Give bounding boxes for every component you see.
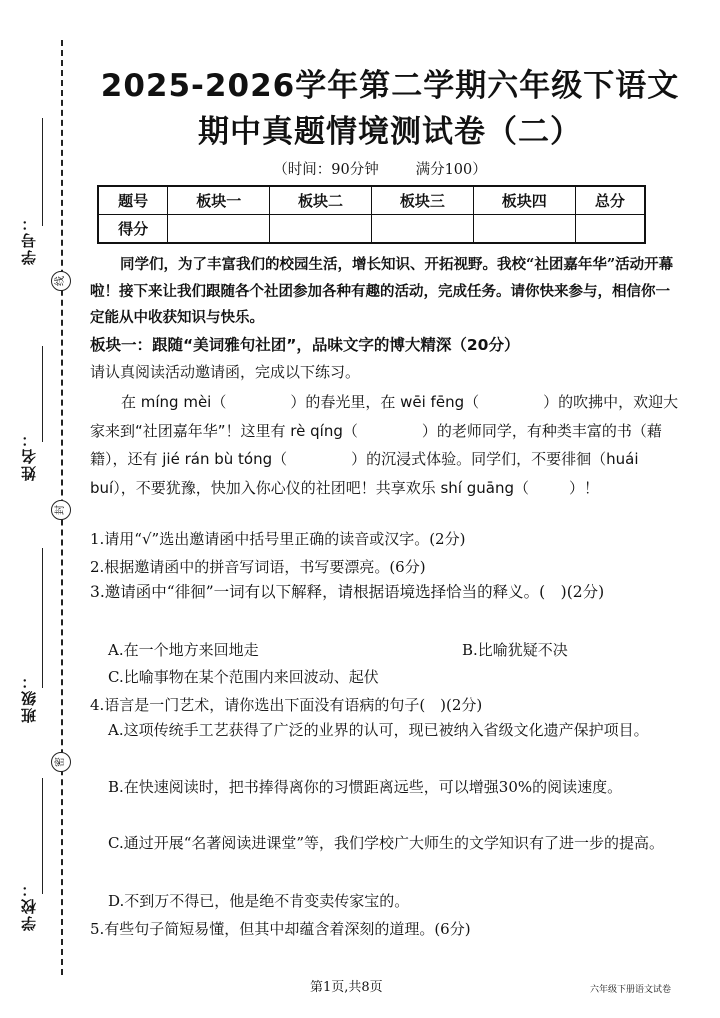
class-field[interactable] <box>42 548 43 688</box>
student-id-field[interactable] <box>42 118 43 226</box>
exam-time-score: （时间：90分钟 满分100） <box>273 162 487 178</box>
section1-instruction: 请认真阅读活动邀请函，完成以下练习。 <box>90 363 361 381</box>
student-id-label: 学号： <box>20 214 38 265</box>
score-cell[interactable] <box>270 215 372 244</box>
score-row-label: 得分 <box>98 215 168 244</box>
footer-paper-name: 六年级下册语文试卷 <box>590 985 672 995</box>
score-table-header: 板块三 <box>371 186 473 215</box>
q3-option-b[interactable]: B.比喻犹疑不决 <box>462 641 568 659</box>
score-table-header: 板块二 <box>270 186 372 215</box>
question-3: 3.邀请函中“徘徊”一词有以下解释，请根据语境选择恰当的释义。( )(2分) <box>90 583 605 601</box>
passage-text: ）的老师同学，有种类丰富的书（藉 籍），还有 jié rán bù tóng（ <box>90 421 677 468</box>
score-cell[interactable] <box>473 215 575 244</box>
passage-text: ）的沉浸式体验。同学们，不要徘徊（huái buí），不要犹豫，快加入你心仪的社团吧！共享欢乐 shí guāng（ <box>90 450 654 497</box>
exam-title-line2: 期中真题情境测试卷（二） <box>198 114 582 150</box>
score-table-header: 板块四 <box>473 186 575 215</box>
intro-paragraph: 同学们，为了丰富我们的校园生活，增长知识、开拓视野。我校“社团嘉年华”活动开幕啦！接下来让我们跟随各个社团参加各种有趣的活动，完成任务。请你快来参与，相信你一定能从中收获知识与快乐。 <box>90 256 674 326</box>
seal-mark-mi: 密 <box>51 752 71 772</box>
class-label: 班级： <box>20 672 38 723</box>
passage-text: ）的吹拂中，欢迎大家来到“社团嘉年华”！这里有 rè qíng（ <box>90 393 679 440</box>
invitation-passage <box>90 388 680 502</box>
score-table-header-row <box>98 186 645 215</box>
question-5: 5.有些句子简短易懂，但其中却蕴含着深刻的道理。(6分) <box>90 920 471 938</box>
q4-option-d[interactable]: D.不到万不得已，他是绝不肯变卖传家宝的。 <box>108 892 410 910</box>
q4-option-b[interactable]: B.在快速阅读时，把书捧得离你的习惯距离远些，可以增强30%的阅读速度。 <box>108 778 623 796</box>
q4-option-c[interactable]: C.通过开展“名著阅读进课堂”等，我们学校广大师生的文学知识有了进一步的提高。 <box>108 834 665 852</box>
exam-title-line1: 2025-2026学年第二学期六年级下语文 <box>100 68 680 104</box>
school-label: 学校： <box>20 880 38 931</box>
section1-heading: 板块一：跟随“美词雅句社团”，品味文字的博大精深（20分） <box>90 336 520 354</box>
score-table-header: 板块一 <box>168 186 270 215</box>
score-table <box>97 185 646 244</box>
passage-text: ）的春光里，在 wēi fēng（ <box>290 393 480 411</box>
page-number: 第1页,共8页 <box>310 980 383 995</box>
name-field[interactable] <box>42 346 43 442</box>
score-cell[interactable] <box>575 215 645 244</box>
q3-option-c[interactable]: C.比喻事物在某个范围内来回波动、起伏 <box>108 668 379 686</box>
passage-text: ）！ <box>568 478 599 497</box>
q3-option-a[interactable]: A.在一个地方来回地走 <box>108 641 259 659</box>
question-4: 4.语言是一门艺术，请你选出下面没有语病的句子( )(2分) <box>90 696 483 714</box>
score-table-header: 总分 <box>575 186 645 215</box>
seal-mark-xian: 线 <box>51 271 71 291</box>
seal-mark-feng: 封 <box>51 500 71 520</box>
name-label: 姓名： <box>20 430 38 481</box>
school-field[interactable] <box>42 778 43 894</box>
score-table-header: 题号 <box>98 186 168 215</box>
question-1: 1.请用“√”选出邀请函中括号里正确的读音或汉字。(2分) <box>90 530 466 548</box>
score-cell[interactable] <box>168 215 270 244</box>
q4-option-a[interactable]: A.这项传统手工艺获得了广泛的业界的认可，现已被纳入省级文化遗产保护项目。 <box>108 721 649 739</box>
passage-text: 在 míng mèi（ <box>121 393 227 411</box>
question-2: 2.根据邀请函中的拼音写词语，书写要漂亮。(6分) <box>90 558 426 576</box>
score-table-score-row <box>98 215 645 244</box>
score-cell[interactable] <box>371 215 473 244</box>
